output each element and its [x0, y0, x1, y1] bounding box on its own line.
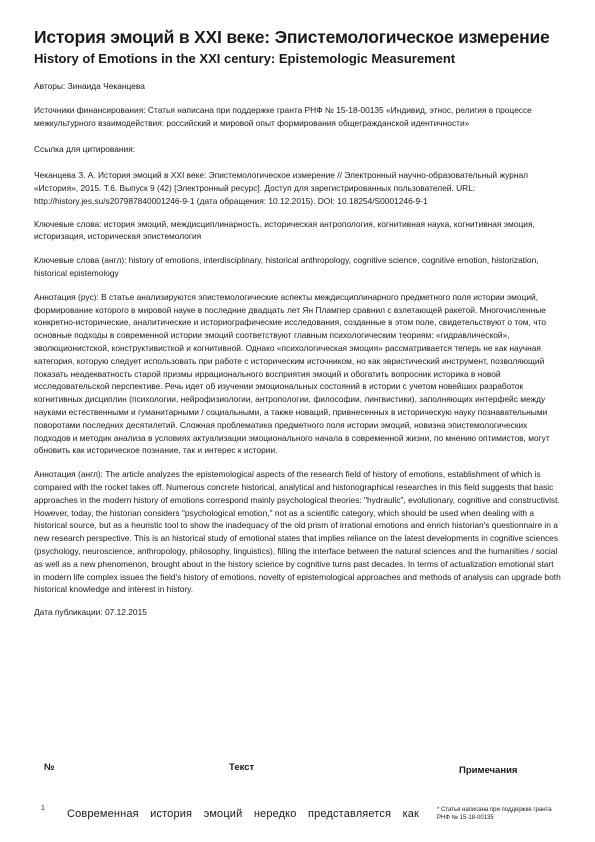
text-table — [34, 762, 562, 820]
publication-date: Дата публикации: 07.12.2015 — [34, 607, 147, 618]
column-header-notes: Примечания — [459, 765, 518, 776]
citation: Чеканцева З. А. История эмоций в XXI веке: Эпистемологическое измерение // Электронный научно-образовательный журнал «История», 2015. Т.6. Выпуск 9 (42) [Электронный ресурс]. Доступ для зарегистрированных пользователей. URL: http://history.jes.su/s207987840001246-9-1 (дата обращения: 10.12.2015). DOI: 10.18254/S0001246-9-1 — [34, 170, 529, 206]
abstract-ru: Аннотация (рус): В статье анализируются эпистемологические аспекты междисциплинарного предметного поля истории эмоций, формирование которого в мировой науке в последние двадцать лет Ян Плампер сравнил с взлетающей ракетой. Многочисленные конкретно-исторические, аналитические и историографические исследования, созданные в этом поле, свидетельствуют о том, что основные подходы в современной истории эмоций соответствуют главным психологическим теориям: «гидравлической», эволюционистской, конструктивисткой и когнитивной. Однако «психологическая эмоция» рассматривается теперь не как научная категория, которую следует использовать при работе с историческим источником, но как эвристический инструмент, позволяющий показать неадекватность старой призмы иррационального восприятия эмоций и обогатить вопросник историка в новой исследовательской перспективе. Речь идет об изучении эмоциональных состояний в истории с учетом новейших разработок когнитивных дисциплин (психологии, нейрофизиологии, антропологии, философии, лингвистики), заполняющих интерфейс между науками естественными и гуманитарными / социальными, а также новаций, привнесенных в историческую науку познавательными поворотами последних десятилетий. Сложная проблематика предметного поля истории эмоций, новизна эпистемологических подходов и методик анализа в условиях актуализации эмоционального начала в современной жизни, по мнению оптимистов, могут обновить как историческое познание, так и интерес к истории. — [34, 291, 550, 456]
keywords-ru: Ключевые слова: история эмоций, междисциплинарность, историческая антропология, когнитивная наука, когнитивная эмоция, историзация, историческая эпистемология — [34, 218, 535, 242]
column-header-number: № — [44, 762, 55, 773]
keywords-en: Ключевые слова (англ): history of emotions, interdisciplinary, historical anthropology, cognitive science, cognitive emotion, historization, historical epistemology — [34, 255, 539, 278]
authors: Авторы: Зинаида Чеканцева — [34, 81, 145, 91]
funding-sources: Источники финансирования: Статья написана при поддержке гранта РНФ № 15-18-00135 «Индивид, этнос, религия в процессе межкультурного взаимодействия: российский и мировой опыт формирования общегражданской идентичности» — [34, 104, 532, 128]
table-header — [34, 762, 562, 780]
row-note: * Статья написана при поддержке гранта РНФ № 15-18-00135 — [437, 807, 552, 821]
title-en: History of Emotions in the XXI century: Epistemologic Measurement — [34, 51, 456, 66]
title-ru: История эмоций в XXI веке: Эпистемологическое измерение — [34, 27, 550, 47]
row-number: 1 — [41, 805, 45, 812]
citation-label: Ссылка для цитирования: — [34, 144, 136, 155]
column-header-text: Текст — [229, 762, 255, 773]
article-page — [34, 27, 562, 619]
table-row — [34, 780, 562, 820]
abstract-en: Аннотация (англ): The article analyzes the epistemological aspects of the research field of history of emotions, establishment of which is compared with the rocket takes off. Numerous concrete historical, analytical and historiographical researches in this field suggests that basic approaches in the modern history of emotions correspond mainly psychological theories: "hydraulic", evolutionary, cognitive and constructivist. However, today, the historian considers "psychological emotion," not as a scientific category, which should be used when dealing with a historical source, but as a heuristic tool to show the inadequacy of the old prism of irrational emotions and enrich historian's questionnaire in a new research perspective. This is an historical study of emotional states that implies reliance on the latest developments in cognitive sciences (psychology, neuroscience, anthropology, philosophy, linguistics), filling the interface between the natural sciences and the humanities / social as well as a new phenomenon, brought about in the history science by cognitive turns past decades. In terms of actualization emotional start in modern life complex issues the field's history of emotions, novelty of epistemological approaches and methods of analysis can upgrade both historical knowledge and interest in history. — [34, 469, 561, 595]
row-text: Современная история эмоций нередко представляется как — [67, 808, 419, 820]
